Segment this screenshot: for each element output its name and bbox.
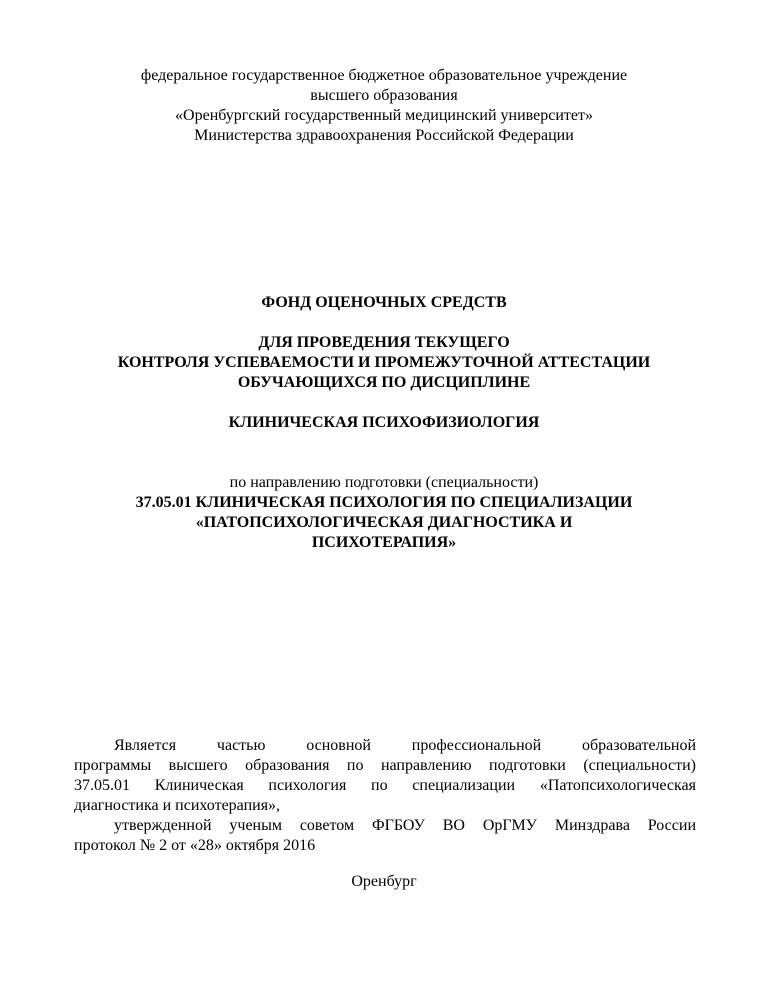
city-name: Оренбург [351,873,417,890]
direction-line1: 37.05.01 КЛИНИЧЕСКАЯ ПСИХОЛОГИЯ ПО СПЕЦИАЛИЗАЦИИ [135,494,633,511]
education-level: высшего образования [310,87,458,104]
program-paragraph-line2: программы высшего образования по направлению подготовки (специальности) [74,757,696,774]
program-paragraph-line1: Является частью основной профессиональной образовательной [114,737,696,754]
ministry-name: Министерства здравоохранения Российской Федерации [194,127,574,144]
direction-label: по направлению подготовки (специальности) [229,474,539,491]
approval-paragraph-line2: протокол № 2 от «28» октября 2016 [74,837,316,854]
direction-line3: ПСИХОТЕРАПИЯ» [311,534,457,551]
title-purpose-line1: ДЛЯ ПРОВЕДЕНИЯ ТЕКУЩЕГО [258,334,510,351]
approval-paragraph [74,816,696,856]
document-title: ФОНД ОЦЕНОЧНЫХ СРЕДСТВ [261,294,507,311]
title-purpose-line3: ОБУЧАЮЩИХСЯ ПО ДИСЦИПЛИНЕ [237,374,531,391]
discipline-name: КЛИНИЧЕСКАЯ ПСИХОФИЗИОЛОГИЯ [228,414,540,431]
program-paragraph-line4: диагностика и психотерапия», [74,797,281,814]
program-paragraph [74,736,696,816]
program-paragraph-line3: 37.05.01 Клиническая психология по специализации «Патопсихологическая [74,777,696,794]
university-name: «Оренбургский государственный медицинский университет» [175,107,593,124]
institution-type: федеральное государственное бюджетное образовательное учреждение [140,67,628,84]
approval-paragraph-line1: утвержденной ученым советом ФГБОУ ВО ОрГМУ Минздрава России [114,817,696,834]
direction-line2: «ПАТОПСИХОЛОГИЧЕСКАЯ ДИАГНОСТИКА И [195,514,573,531]
title-purpose-line2: КОНТРОЛЯ УСПЕВАЕМОСТИ И ПРОМЕЖУТОЧНОЙ АТТЕСТАЦИИ [117,354,651,371]
